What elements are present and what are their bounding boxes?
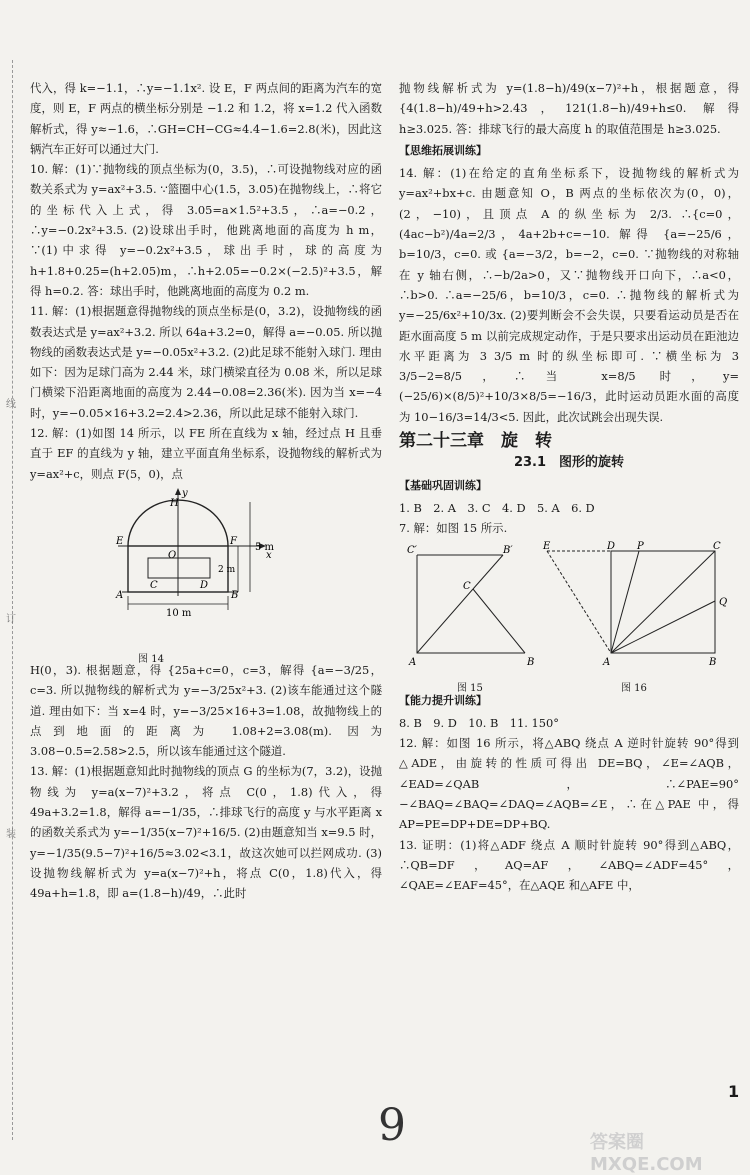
figure-14-diagram (30, 486, 382, 644)
binding-line (12, 60, 14, 1140)
label-x: x (266, 549, 272, 561)
fig16-label-C: C (713, 540, 721, 552)
answer-14: 14. 解：(1)在给定的直角坐标系下，设抛物线的解析式为 y=ax²+bx+c. 由题意知 O，B 两点的坐标依次为(0，0)，(2，−10)，且顶点 A 的纵坐标为 2/3. ∴{c=0，(4ac−b²)/4a=2/3，4a+2b+c=−10. 解得 {a=−25/6，b=10/3，c=0. 或 {a=−3/2，b=−2，c=0. ∵抛物线的对称轴在 y 轴右侧，∴−b/2a>0，又∵抛物线开口向下，∴a<0，∴b>0. ∴a=−25/6，b=10/3，c=0. ∴抛物线的解析式为 y=−25/6x²+10/3x. (2)要判断会不会失误，只要看运动员是否在距水面高度 5 m 以前完成规定动作，于是只要求出运动员在距池边水平距离为 3 3/5 m 时的纵坐标即可. ∵横坐标为 3 3/5−2=8/5，∴当 x=8/5 时，y=(−25/6)×(8/5)²+10/3×8/5=−16/3，此时运动员距水面的高度为 10−16/3=14/3<5. 因此，此次试跳会出现失误. (399, 166, 743, 424)
section-title: 23.1 图形的旋转 (513, 455, 625, 471)
figure-14-caption: 图 14 (138, 654, 164, 666)
watermark: 答案圈 MXQE.COM (590, 1132, 703, 1175)
fig15-label-B: B (527, 656, 535, 668)
handwritten-number: 9 (378, 1100, 406, 1151)
label-A: A (116, 589, 124, 601)
label-10m: 10 m (166, 607, 192, 619)
label-H: H (170, 497, 179, 509)
fig16-label-Q: Q (719, 596, 728, 608)
label-5m: 5 m (255, 541, 275, 553)
figure-15-16-diagram (399, 541, 739, 673)
fig16-label-P: P (637, 540, 644, 552)
answer-13: 13. 解：(1)根据题意知此时抛物线的顶点 G 的坐标为(7，3.2)，设抛物线为 y=a(x−7)²+3.2，将点 C(0，1.8)代入，得 49a+3.2=1.8，解得 a=−1/35，∴排球飞行的高度 y 与水平距离 x 的函数关系式为 y=−1/35(x−7)²+16/5. (2)由题意知当 x=9.5 时，y=−1/35(9.5−7)²+16/5≈3.02<3.1，故这次她可以拦网成功. (3)设抛物线解析式为 y=a(x−7)²+h，将点 C(0，1.8)代入，得 49a+h=1.8，即 a=(1.8−h)/49，∴此时 (30, 764, 386, 901)
fig16-label-B: B (709, 656, 717, 668)
binding-mark-ding: 订 (6, 614, 16, 625)
binding-mark-zhuang: 装 (6, 829, 16, 840)
figure-16 (542, 541, 727, 668)
left-column (30, 78, 386, 904)
page-number: 1 (728, 1082, 740, 1101)
answer-13-proof: 13. 证明：(1)将△ADF 绕点 A 顺时针旋转 90°得到△ABQ，∴QB=DF，AQ=AF，∠ABQ=∠ADF=45°，∠QAE=∠EAF=45°，在△AQE 和△AFE 中， (399, 837, 739, 893)
fig16-label-A: A (603, 656, 611, 668)
binding-mark-xian: 线 (6, 399, 16, 410)
figures-15-16 (399, 540, 739, 694)
figure-15-caption: 图 15 (457, 682, 483, 694)
figure-16-caption: 图 16 (621, 682, 647, 694)
label-C: C (150, 579, 158, 591)
fig15-label-C: C (463, 580, 471, 592)
answer-continuation: 代入，得 k=−1.1，∴y=−1.1x². 设 E，F 两点间的距离为汽车的宽度，则 E，F 两点的横坐标分别是 −1.2 和 1.2，将 x=1.2 代入函数解析式，得 y≈−1.6，∴GH=CH−CG≈4.4−1.6=2.8(米)，因此这辆汽车正好可以通过大门. (30, 81, 382, 156)
answer-13-continuation: 抛物线解析式为 y=(1.8−h)/49(x−7)²+h，根据题意，得 {4(1.8−h)/49+h>2.43，121(1.8−h)/49+h≤0. 解得 h≥3.025. 答：排球飞行的最大高度 h 的取值范围是 h≥3.025. (399, 81, 743, 136)
fig15-label-A: A (409, 656, 417, 668)
answers-8-11: 8. B 9. D 10. B 11. 150° (399, 715, 559, 730)
label-O: O (168, 549, 177, 561)
fig16-label-E: E (543, 540, 551, 552)
label-D: D (200, 579, 209, 591)
answer-12-part1: 12. 解：(1)如图 14 所示，以 FE 所在直线为 x 轴，经过点 H 且垂直于 EF 的直线为 y 轴，建立平面直角坐标系，设抛物线的解析式为 y=ax²+c，则点 F(5，0)，点 (30, 426, 386, 481)
section-thinking-expansion: 【思维拓展训练】 (399, 143, 487, 157)
section-basic-training: 【基础巩固训练】 (399, 478, 487, 492)
answer-10: 10. 解：(1)∵抛物线的顶点坐标为(0，3.5)，∴可设抛物线对应的函数关系式为 y=ax²+3.5. ∵篮圈中心(1.5，3.05)在抛物线上，∴将它的坐标代入上式，得 3.05=a×1.5²+3.5，∴a=−0.2，∴y=−0.2x²+3.5. (2)设球出手时，他跳离地面的高度为 h m，∵(1)中求得 y=−0.2x²+3.5，球出手时，球的高度为 h+1.8+0.25=(h+2.05)m，∴h+2.05=−0.2×(−2.5)²+3.5，解得 h=0.2. 答：球出手时，他跳离地面的高度为 0.2 m. (30, 162, 386, 298)
fig16-label-D: D (607, 540, 616, 552)
label-2m: 2 m (218, 564, 236, 575)
answers-1-6: 1. B 2. A 3. C 4. D 5. A 6. D (399, 500, 595, 515)
figure-15 (407, 545, 534, 668)
answer-7: 7. 解：如图 15 所示. (399, 521, 508, 536)
chapter-title: 第二十三章 旋 转 (399, 431, 552, 452)
figure-14 (30, 486, 382, 666)
answer-12-rotation: 12. 解：如图 16 所示，将△ABQ 绕点 A 逆时针旋转 90°得到△ADE，由旋转的性质可得出 DE=BQ，∠E=∠AQB，∠EAD=∠QAB，∴∠PAE=90°−∠BAQ=∠BAQ=∠DAQ=∠AQB=∠E，∴在△PAE 中，得 AP=PE=DP+DE=DP+BQ. (399, 736, 743, 832)
answer-12-part2: H(0，3). 根据题意，得 {25a+c=0，c=3，解得 {a=−3/25，c=3. 所以抛物线的解析式为 y=−3/25x²+3. (2)该车能通过这个隧道. 理由如下：当 x=4 时，y=−3/25×16+3=1.08，故抛物线上的点到地面的距离为 1.08+2=3.08(m). 因为 3.08−0.5=2.58>2.5，所以该车能通过这个隧道. (30, 662, 386, 759)
label-E: E (116, 535, 124, 547)
right-column (399, 78, 743, 896)
section-ability-training: 【能力提升训练】 (399, 693, 487, 707)
label-B: B (231, 589, 239, 601)
label-y: y (182, 487, 188, 499)
fig15-label-Bp: B′ (503, 544, 513, 556)
fig15-label-Cp: C′ (407, 544, 417, 556)
label-F: F (230, 535, 237, 547)
answer-11: 11. 解：(1)根据题意得抛物线的顶点坐标是(0，3.2)，设抛物线的函数表达式是 y=ax²+3.2. 所以 64a+3.2=0，解得 a=−0.05. 所以抛物线的函数表达式是 y=−0.05x²+3.2. (2)此足球不能射入球门. 理由如下：因为足球门高为 2.44 米，球门横梁直径为 0.08 米，所以足球门横梁下沿距离地面的高度为 2.44−0.08=2.36(米). 因为当 x=−4 时，y=−0.05×16+3.2=2.4>2.36，所以此足球不能射入球门. (30, 304, 386, 420)
